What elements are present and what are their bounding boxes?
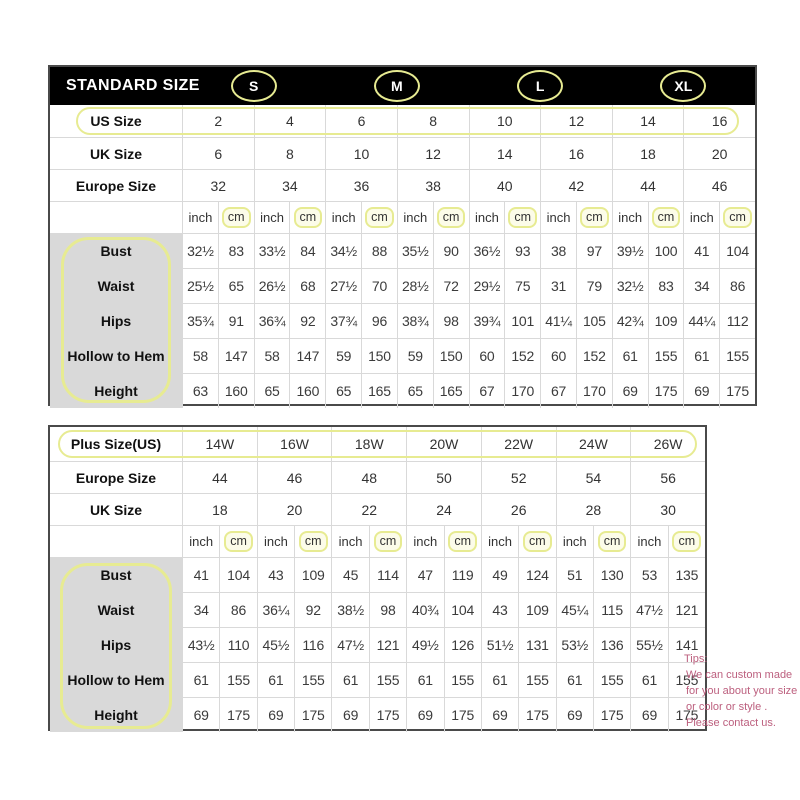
size-value: 10 bbox=[469, 105, 541, 137]
cm-value: 155 bbox=[668, 663, 705, 697]
cm-value: 98 bbox=[433, 304, 469, 338]
size-value: 56 bbox=[630, 462, 705, 493]
inch-value: 69 bbox=[556, 698, 593, 732]
cm-value: 121 bbox=[369, 628, 406, 662]
cm-value: 147 bbox=[218, 339, 254, 373]
cm-value: 100 bbox=[648, 234, 684, 268]
cm-value: 155 bbox=[294, 663, 331, 697]
inch-value: 36½ bbox=[469, 234, 505, 268]
inch-value: 37¾ bbox=[325, 304, 361, 338]
cm-value: 115 bbox=[593, 593, 630, 627]
size-group-circle-xl bbox=[660, 70, 706, 102]
size-value: 24W bbox=[556, 427, 631, 461]
inch-header: inch bbox=[397, 202, 433, 233]
size-row bbox=[50, 461, 705, 493]
size-value: 30 bbox=[630, 494, 705, 525]
cm-value: 92 bbox=[289, 304, 325, 338]
size-value: 16 bbox=[683, 105, 755, 137]
inch-value: 39½ bbox=[612, 234, 648, 268]
size-value: 18W bbox=[331, 427, 406, 461]
cm-highlight-box: cm bbox=[448, 531, 477, 552]
size-value: 22W bbox=[481, 427, 556, 461]
size-value: 2 bbox=[182, 105, 254, 137]
inch-value: 32½ bbox=[612, 269, 648, 303]
cm-value: 147 bbox=[289, 339, 325, 373]
size-value: 36 bbox=[325, 170, 397, 201]
cm-value: 155 bbox=[719, 339, 755, 373]
size-value: 34 bbox=[254, 170, 326, 201]
cm-value: 175 bbox=[518, 698, 555, 732]
inch-value: 42¾ bbox=[612, 304, 648, 338]
cm-value: 124 bbox=[518, 558, 555, 592]
custom-made-tips bbox=[684, 652, 800, 732]
inch-value: 44¼ bbox=[683, 304, 719, 338]
inch-value: 65 bbox=[397, 374, 433, 408]
inch-value: 33½ bbox=[254, 234, 290, 268]
size-value: 50 bbox=[406, 462, 481, 493]
inch-value: 61 bbox=[257, 663, 294, 697]
inch-value: 61 bbox=[556, 663, 593, 697]
inch-value: 41 bbox=[683, 234, 719, 268]
cm-value: 109 bbox=[294, 558, 331, 592]
size-group-label: XL bbox=[674, 78, 693, 94]
inch-value: 36¼ bbox=[257, 593, 294, 627]
cm-value: 155 bbox=[518, 663, 555, 697]
inch-value: 49½ bbox=[406, 628, 443, 662]
inch-value: 26½ bbox=[254, 269, 290, 303]
inch-value: 47½ bbox=[630, 593, 667, 627]
cm-highlight-box: cm bbox=[299, 531, 328, 552]
cm-header bbox=[369, 526, 406, 557]
measure-row-label: Hips bbox=[50, 304, 182, 338]
cm-value: 83 bbox=[648, 269, 684, 303]
cm-header bbox=[518, 526, 555, 557]
size-value: 44 bbox=[612, 170, 684, 201]
cm-value: 170 bbox=[504, 374, 540, 408]
cm-header bbox=[294, 526, 331, 557]
size-value: 6 bbox=[182, 138, 254, 169]
cm-header bbox=[218, 202, 254, 233]
cm-value: 65 bbox=[218, 269, 254, 303]
size-group-label: M bbox=[391, 78, 403, 94]
measure-row-label: Waist bbox=[50, 593, 182, 627]
size-value: 12 bbox=[397, 138, 469, 169]
inch-value: 35¾ bbox=[182, 304, 218, 338]
inch-header: inch bbox=[254, 202, 290, 233]
size-row bbox=[50, 427, 705, 461]
inch-value: 31 bbox=[540, 269, 576, 303]
inch-value: 69 bbox=[331, 698, 368, 732]
size-value: 10 bbox=[325, 138, 397, 169]
cm-highlight-box: cm bbox=[523, 531, 552, 552]
unit-row bbox=[50, 201, 755, 233]
unit-row bbox=[50, 525, 705, 557]
measure-row-label: Hips bbox=[50, 628, 182, 662]
size-value: 28 bbox=[556, 494, 631, 525]
cm-value: 93 bbox=[504, 234, 540, 268]
cm-value: 155 bbox=[369, 663, 406, 697]
cm-value: 175 bbox=[593, 698, 630, 732]
inch-value: 32½ bbox=[182, 234, 218, 268]
measure-row bbox=[50, 303, 755, 338]
inch-header: inch bbox=[331, 526, 368, 557]
standard-size-header bbox=[50, 67, 755, 105]
cm-value: 131 bbox=[518, 628, 555, 662]
inch-value: 61 bbox=[481, 663, 518, 697]
cm-value: 155 bbox=[444, 663, 481, 697]
size-value: 8 bbox=[397, 105, 469, 137]
cm-value: 130 bbox=[593, 558, 630, 592]
cm-value: 175 bbox=[369, 698, 406, 732]
cm-value: 83 bbox=[218, 234, 254, 268]
inch-header: inch bbox=[683, 202, 719, 233]
size-row-label: Europe Size bbox=[75, 469, 157, 486]
size-value: 54 bbox=[556, 462, 631, 493]
size-row-label: Plus Size(US) bbox=[70, 436, 162, 452]
unit-row-label bbox=[50, 526, 182, 557]
cm-highlight-box: cm bbox=[224, 531, 253, 552]
inch-value: 61 bbox=[683, 339, 719, 373]
size-value: 16W bbox=[257, 427, 332, 461]
cm-value: 98 bbox=[369, 593, 406, 627]
inch-value: 67 bbox=[540, 374, 576, 408]
cm-header bbox=[361, 202, 397, 233]
cm-highlight-box: cm bbox=[598, 531, 627, 552]
inch-value: 61 bbox=[630, 663, 667, 697]
size-value: 18 bbox=[182, 494, 257, 525]
inch-value: 45½ bbox=[257, 628, 294, 662]
cm-value: 121 bbox=[668, 593, 705, 627]
cm-value: 155 bbox=[219, 663, 256, 697]
inch-value: 69 bbox=[683, 374, 719, 408]
inch-header: inch bbox=[612, 202, 648, 233]
inch-value: 41¼ bbox=[540, 304, 576, 338]
measure-row bbox=[50, 592, 705, 627]
inch-header: inch bbox=[325, 202, 361, 233]
cm-header bbox=[648, 202, 684, 233]
inch-value: 53½ bbox=[556, 628, 593, 662]
cm-highlight-box: cm bbox=[374, 531, 403, 552]
standard-size-table bbox=[48, 65, 757, 406]
measure-row bbox=[50, 662, 705, 697]
cm-value: 175 bbox=[294, 698, 331, 732]
size-value: 14 bbox=[612, 105, 684, 137]
cm-header bbox=[593, 526, 630, 557]
measure-row-label: Hollow to Hem bbox=[50, 339, 182, 373]
inch-value: 59 bbox=[397, 339, 433, 373]
inch-value: 53 bbox=[630, 558, 667, 592]
inch-value: 47 bbox=[406, 558, 443, 592]
cm-value: 114 bbox=[369, 558, 406, 592]
cm-value: 104 bbox=[444, 593, 481, 627]
inch-value: 69 bbox=[612, 374, 648, 408]
cm-value: 126 bbox=[444, 628, 481, 662]
inch-header: inch bbox=[182, 526, 219, 557]
inch-value: 38¾ bbox=[397, 304, 433, 338]
size-row bbox=[50, 169, 755, 201]
inch-header: inch bbox=[630, 526, 667, 557]
cm-header bbox=[504, 202, 540, 233]
measure-row-label: Hollow to Hem bbox=[50, 663, 182, 697]
cm-highlight-box: cm bbox=[652, 207, 681, 228]
cm-highlight-box: cm bbox=[672, 531, 701, 552]
cm-value: 175 bbox=[668, 698, 705, 732]
measure-row-label: Height bbox=[50, 374, 182, 408]
inch-value: 58 bbox=[182, 339, 218, 373]
cm-value: 152 bbox=[576, 339, 612, 373]
inch-value: 60 bbox=[469, 339, 505, 373]
cm-value: 104 bbox=[719, 234, 755, 268]
standard-size-body bbox=[50, 105, 755, 408]
size-value: 32 bbox=[182, 170, 254, 201]
inch-value: 45 bbox=[331, 558, 368, 592]
size-value: 48 bbox=[331, 462, 406, 493]
inch-value: 69 bbox=[406, 698, 443, 732]
cm-value: 79 bbox=[576, 269, 612, 303]
tips-line: for you about your size bbox=[686, 684, 798, 697]
measure-row bbox=[50, 627, 705, 662]
size-row-label: UK Size bbox=[89, 501, 143, 518]
inch-value: 38½ bbox=[331, 593, 368, 627]
inch-value: 34½ bbox=[325, 234, 361, 268]
size-row bbox=[50, 493, 705, 525]
size-value: 4 bbox=[254, 105, 326, 137]
plus-size-table bbox=[48, 425, 707, 731]
inch-value: 69 bbox=[481, 698, 518, 732]
inch-value: 25½ bbox=[182, 269, 218, 303]
inch-header: inch bbox=[257, 526, 294, 557]
cm-value: 101 bbox=[504, 304, 540, 338]
size-value: 8 bbox=[254, 138, 326, 169]
size-value: 44 bbox=[182, 462, 257, 493]
cm-value: 175 bbox=[444, 698, 481, 732]
inch-value: 38 bbox=[540, 234, 576, 268]
tips-line: We can custom made bbox=[686, 668, 793, 681]
inch-value: 60 bbox=[540, 339, 576, 373]
size-group-label: L bbox=[535, 78, 545, 94]
cm-value: 135 bbox=[668, 558, 705, 592]
inch-value: 41 bbox=[182, 558, 219, 592]
size-row bbox=[50, 137, 755, 169]
inch-value: 58 bbox=[254, 339, 290, 373]
inch-value: 43 bbox=[481, 593, 518, 627]
cm-header bbox=[289, 202, 325, 233]
measure-row bbox=[50, 338, 755, 373]
inch-header: inch bbox=[556, 526, 593, 557]
cm-value: 141 bbox=[668, 628, 705, 662]
inch-value: 43½ bbox=[182, 628, 219, 662]
inch-value: 28½ bbox=[397, 269, 433, 303]
measure-row bbox=[50, 697, 705, 732]
size-value: 20W bbox=[406, 427, 481, 461]
size-value: 24 bbox=[406, 494, 481, 525]
cm-header bbox=[219, 526, 256, 557]
cm-highlight-box: cm bbox=[365, 207, 394, 228]
cm-value: 152 bbox=[504, 339, 540, 373]
measure-row-label: Bust bbox=[50, 234, 182, 268]
inch-value: 61 bbox=[612, 339, 648, 373]
size-value: 26W bbox=[630, 427, 705, 461]
cm-value: 116 bbox=[294, 628, 331, 662]
cm-value: 165 bbox=[361, 374, 397, 408]
cm-highlight-box: cm bbox=[580, 207, 609, 228]
inch-value: 39¾ bbox=[469, 304, 505, 338]
inch-value: 61 bbox=[406, 663, 443, 697]
cm-value: 86 bbox=[719, 269, 755, 303]
inch-value: 65 bbox=[325, 374, 361, 408]
cm-value: 155 bbox=[593, 663, 630, 697]
cm-value: 170 bbox=[576, 374, 612, 408]
inch-value: 40¾ bbox=[406, 593, 443, 627]
size-value: 14 bbox=[469, 138, 541, 169]
inch-value: 36¾ bbox=[254, 304, 290, 338]
cm-value: 109 bbox=[648, 304, 684, 338]
cm-header bbox=[433, 202, 469, 233]
cm-value: 88 bbox=[361, 234, 397, 268]
size-row bbox=[50, 105, 755, 137]
cm-value: 109 bbox=[518, 593, 555, 627]
cm-value: 86 bbox=[219, 593, 256, 627]
measure-row bbox=[50, 373, 755, 408]
size-row-label: US Size bbox=[90, 113, 142, 129]
size-value: 38 bbox=[397, 170, 469, 201]
size-row-label: UK Size bbox=[89, 145, 143, 162]
cm-highlight-box: cm bbox=[222, 207, 251, 228]
size-value: 20 bbox=[683, 138, 755, 169]
cm-value: 97 bbox=[576, 234, 612, 268]
size-value: 22 bbox=[331, 494, 406, 525]
cm-value: 68 bbox=[289, 269, 325, 303]
inch-header: inch bbox=[481, 526, 518, 557]
inch-value: 65 bbox=[254, 374, 290, 408]
inch-value: 35½ bbox=[397, 234, 433, 268]
cm-value: 160 bbox=[289, 374, 325, 408]
inch-value: 27½ bbox=[325, 269, 361, 303]
cm-value: 92 bbox=[294, 593, 331, 627]
measure-row-label: Bust bbox=[50, 558, 182, 592]
size-group-label: S bbox=[248, 78, 259, 94]
cm-value: 110 bbox=[219, 628, 256, 662]
cm-value: 175 bbox=[648, 374, 684, 408]
cm-header bbox=[444, 526, 481, 557]
inch-value: 34 bbox=[182, 593, 219, 627]
cm-value: 72 bbox=[433, 269, 469, 303]
inch-header: inch bbox=[469, 202, 505, 233]
tips-line: or color or style . bbox=[686, 700, 768, 713]
measure-row bbox=[50, 268, 755, 303]
unit-row-label bbox=[50, 202, 182, 233]
inch-value: 69 bbox=[182, 698, 219, 732]
cm-value: 119 bbox=[444, 558, 481, 592]
size-value: 18 bbox=[612, 138, 684, 169]
size-row-label: Europe Size bbox=[75, 177, 157, 194]
size-value: 46 bbox=[683, 170, 755, 201]
inch-header: inch bbox=[406, 526, 443, 557]
size-group-circle-l bbox=[517, 70, 563, 102]
inch-value: 43 bbox=[257, 558, 294, 592]
cm-value: 104 bbox=[219, 558, 256, 592]
size-group-circle-m bbox=[374, 70, 420, 102]
cm-value: 105 bbox=[576, 304, 612, 338]
cm-value: 90 bbox=[433, 234, 469, 268]
tips-title: Tips: bbox=[684, 653, 708, 665]
cm-value: 175 bbox=[719, 374, 755, 408]
inch-value: 63 bbox=[182, 374, 218, 408]
cm-value: 150 bbox=[361, 339, 397, 373]
standard-size-title: STANDARD SIZE bbox=[66, 77, 200, 94]
size-group-circle-s bbox=[231, 70, 277, 102]
cm-highlight-box: cm bbox=[437, 207, 466, 228]
cm-value: 91 bbox=[218, 304, 254, 338]
tips-line: Please contact us. bbox=[686, 716, 776, 729]
cm-highlight-box: cm bbox=[723, 207, 752, 228]
size-value: 20 bbox=[257, 494, 332, 525]
cm-header bbox=[719, 202, 755, 233]
cm-value: 165 bbox=[433, 374, 469, 408]
size-value: 46 bbox=[257, 462, 332, 493]
inch-value: 51 bbox=[556, 558, 593, 592]
plus-size-body bbox=[50, 427, 705, 732]
size-value: 26 bbox=[481, 494, 556, 525]
inch-header: inch bbox=[182, 202, 218, 233]
inch-value: 69 bbox=[257, 698, 294, 732]
inch-value: 67 bbox=[469, 374, 505, 408]
inch-value: 45¼ bbox=[556, 593, 593, 627]
size-value: 6 bbox=[325, 105, 397, 137]
measure-row-label: Waist bbox=[50, 269, 182, 303]
size-value: 16 bbox=[540, 138, 612, 169]
cm-value: 150 bbox=[433, 339, 469, 373]
inch-value: 55½ bbox=[630, 628, 667, 662]
inch-value: 69 bbox=[630, 698, 667, 732]
inch-value: 49 bbox=[481, 558, 518, 592]
cm-value: 96 bbox=[361, 304, 397, 338]
cm-header bbox=[668, 526, 705, 557]
size-value: 12 bbox=[540, 105, 612, 137]
size-value: 40 bbox=[469, 170, 541, 201]
cm-value: 175 bbox=[219, 698, 256, 732]
cm-value: 70 bbox=[361, 269, 397, 303]
size-value: 42 bbox=[540, 170, 612, 201]
measure-row-label: Height bbox=[50, 698, 182, 732]
inch-value: 34 bbox=[683, 269, 719, 303]
cm-value: 160 bbox=[218, 374, 254, 408]
cm-value: 75 bbox=[504, 269, 540, 303]
inch-value: 51½ bbox=[481, 628, 518, 662]
cm-header bbox=[576, 202, 612, 233]
inch-value: 59 bbox=[325, 339, 361, 373]
inch-value: 61 bbox=[331, 663, 368, 697]
cm-value: 84 bbox=[289, 234, 325, 268]
cm-highlight-box: cm bbox=[508, 207, 537, 228]
inch-value: 47½ bbox=[331, 628, 368, 662]
size-value: 52 bbox=[481, 462, 556, 493]
inch-value: 61 bbox=[182, 663, 219, 697]
inch-value: 29½ bbox=[469, 269, 505, 303]
cm-value: 112 bbox=[719, 304, 755, 338]
size-value: 14W bbox=[182, 427, 257, 461]
cm-value: 136 bbox=[593, 628, 630, 662]
cm-value: 155 bbox=[648, 339, 684, 373]
measure-row bbox=[50, 557, 705, 592]
measure-row bbox=[50, 233, 755, 268]
inch-header: inch bbox=[540, 202, 576, 233]
cm-highlight-box: cm bbox=[294, 207, 323, 228]
